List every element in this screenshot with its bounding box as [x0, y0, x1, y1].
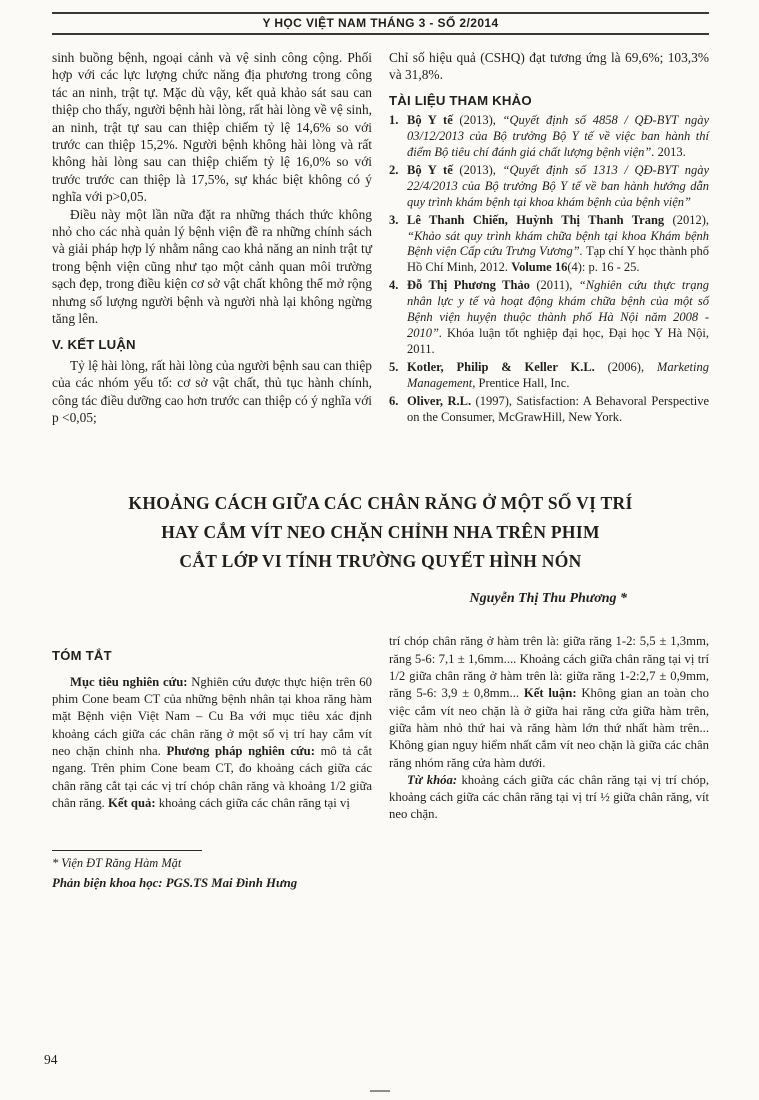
reference-text: 2013.	[657, 145, 686, 160]
reference-text: (4): p. 16 - 25.	[567, 260, 640, 275]
reference-item	[389, 163, 709, 211]
first-article-left-column	[52, 49, 372, 427]
reference-text: (2013),	[452, 162, 503, 177]
reference-number: 2.	[389, 162, 399, 177]
reference-number: 5.	[389, 359, 399, 374]
reference-text: (2013),	[452, 113, 503, 128]
reference-text: (2006),	[594, 359, 657, 374]
reference-text: (2011),	[529, 278, 579, 293]
abstract-text-run: Không gian an toàn cho việc cắm vít neo chặn là ở giữa hai răng cửa giữa hàm trên, giữa hàm nhỏ thứ hai và răng hàm lớn thứ nhất hàm trên... Không gian nguy hiểm nhất cắm vít neo chặn là giữa các chân răng nhóm răng cửa hàm dưới.	[389, 686, 709, 770]
reference-number: 4.	[389, 278, 399, 293]
reference-authors: Đỗ Thị Phương Thảo	[407, 278, 530, 293]
abstract-paragraph	[52, 674, 372, 812]
reference-item	[389, 278, 709, 358]
journal-header-text: Y HỌC VIỆT NAM THÁNG 3 - SỐ 2/2014	[262, 16, 499, 30]
first-article-columns	[52, 49, 709, 427]
article-title	[62, 489, 699, 576]
keywords-text: khoảng cách giữa các chân răng tại vị trí chóp, khoảng cách giữa các chân răng tại vị trí ½ giữa chân răng, vít neo chặn.	[389, 772, 709, 822]
reference-title: “Nghiên cứu thực trạng nhân lực y tế và hoạt động khám chữa bệnh của một số Bệnh viện huyện thuộc thành phố Hà Nội năm 2008 - 2010”.	[407, 278, 709, 340]
reference-title: “Khảo sát quy trình khám chữa bệnh tại khoa Khám bệnh Bệnh viện Cấp cứu Trưng Vương”.	[407, 228, 709, 259]
abstract-text-run: mô tả cắt ngang. Trên phim Cone beam CT, đo khoảng cách giữa các chân răng cắt tại các vị trí chóp chân răng và khoảng 1/2 giữa chân răng.	[52, 743, 372, 810]
conclusion-paragraph: Tỷ lệ hài lòng, rất hài lòng của người bệnh sau can thiệp của các nhóm yếu tố: cơ sở vật chất, thủ tục hành chính, công tác điều dưỡng cao hơn trước can thiệp có ý nghĩa với p <0,05;	[52, 357, 372, 426]
keywords-label: Từ khóa:	[407, 772, 458, 787]
abstract-text-run: khoảng cách giữa các chân răng tại vị	[155, 795, 350, 810]
references-heading: TÀI LIỆU THAM KHẢO	[389, 92, 532, 108]
conclusion-heading: V. KẾT LUẬN	[52, 336, 136, 352]
reference-item	[389, 113, 709, 161]
reference-authors: Bộ Y tế	[407, 162, 453, 177]
article-title-line-1: KHOẢNG CÁCH GIỮA CÁC CHÂN RĂNG Ở MỘT SỐ VỊ TRÍ	[128, 493, 633, 514]
body-paragraph: Chỉ số hiệu quả (CSHQ) đạt tương ứng là 69,6%; 103,3% và 31,8%.	[389, 50, 709, 83]
reference-authors: Oliver, R.L.	[407, 393, 472, 408]
footnote-reviewer: Phản biện khoa học: PGS.TS Mai Đình Hưng	[52, 875, 298, 890]
reference-authors: Lê Thanh Chiến, Huỳnh Thị Thanh Trang	[407, 212, 665, 227]
reference-title: “Quyết định số 1313 / QĐ-BYT ngày 22/4/2013 của Bộ trưởng Bộ Y tế về ban hành hướng dẫn quy trình khám bệnh tại khoa khám bệnh của bệnh viện”	[407, 162, 710, 209]
reference-text: Tạp chí Y học thành phố Hồ Chí Minh, 2012.	[407, 244, 709, 275]
article-title-line-3: CẮT LỚP VI TÍNH TRƯỜNG QUYẾT HÌNH NÓN	[179, 551, 582, 572]
abstract-text-run: Nghiên cứu được thực hiện trên 60 phim Cone beam CT của những bệnh nhân tại khoa răng hàm mặt Bệnh viện Việt Nam – Cu Ba với mục tiêu xác định khoảng cách giữa các chân răng ở một số vị trí hay cắm vít neo chặn chỉnh nha.	[52, 674, 372, 758]
reference-item	[389, 394, 709, 426]
abstract-left-column	[52, 633, 372, 823]
reference-authors: Kotler, Philip & Keller K.L.	[407, 359, 595, 374]
article-author: Nguyễn Thị Thu Phương *	[469, 591, 627, 607]
footnote-affiliation: * Viện ĐT Răng Hàm Mặt	[52, 855, 182, 870]
body-paragraph: Điều này một lần nữa đặt ra những thách thức không nhỏ cho các nhà quản lý bệnh viện đề ra những chính sách và giải pháp hợp lý nhằm nâng cao khả năng an ninh trật tự trong bệnh viện cũng như tạo một cảnh quan môi trường sạch đẹp, trong điều kiện cơ sở vật chất không thể mở rộng nhưng số lượng người bệnh và người nhà lại không ngừng tăng lên.	[52, 206, 372, 327]
keywords-paragraph	[389, 772, 709, 824]
article-title-line-2: HAY CẮM VÍT NEO CHẶN CHỈNH NHA TRÊN PHIM	[161, 522, 600, 543]
footnote-block	[52, 850, 709, 891]
abstract-continuation-paragraph	[389, 633, 709, 771]
first-article-right-column	[389, 49, 709, 427]
abstract-text-run: trí chóp chân răng ở hàm trên là: giữa răng 1-2: 5,5 ± 1,3mm, răng 5-6: 7,1 ± 1,6mm.... Khoảng cách giữa chân răng tại vị trí 1/2 giữa chân răng ở hàm trên là: giữa răng 1-2:2,7 ± 0,9mm, răng 5-6: 3,9 ± 0,8mm...	[389, 634, 709, 701]
reference-text: Prentice Hall, Inc.	[478, 375, 570, 390]
abstract-results-label: Kết quả:	[108, 795, 156, 810]
reference-text: (2012),	[664, 212, 709, 227]
reference-item	[389, 360, 709, 392]
abstract-heading: TÓM TẮT	[52, 648, 112, 664]
reference-title: Marketing Management,	[407, 359, 709, 390]
reference-number: 6.	[389, 393, 399, 408]
journal-header	[52, 12, 709, 35]
reference-number: 1.	[389, 113, 399, 128]
abstract-methods-label: Phương pháp nghiên cứu:	[166, 743, 315, 758]
scan-artifact-mark	[370, 1090, 390, 1092]
footnote-divider	[52, 850, 202, 851]
reference-text: Khóa luận tốt nghiệp đại học, Đại học Y Hà Nội, 2011.	[407, 326, 710, 356]
reference-item	[389, 213, 709, 277]
reference-volume: Volume 16	[511, 260, 568, 275]
references-list	[389, 113, 709, 425]
abstract-objective-label: Mục tiêu nghiên cứu:	[70, 674, 188, 689]
abstract-columns	[52, 633, 709, 823]
reference-text: (1997), Satisfaction: A Behavoral Perspective on the Consumer, McGrawHill, New York.	[407, 393, 709, 424]
page-number: 94	[44, 1052, 58, 1067]
reference-title: “Quyết định số 4858 / QĐ-BYT ngày 03/12/2013 của Bộ trưởng Bộ Y tế về việc ban hành thí điểm Bộ tiêu chí đánh giá chất lượng bệnh viện”.	[407, 113, 710, 160]
reference-number: 3.	[389, 212, 399, 227]
abstract-right-column	[389, 633, 709, 823]
reference-authors: Bộ Y tế	[407, 113, 453, 128]
abstract-conclusion-label: Kết luận:	[523, 686, 577, 701]
body-paragraph: sinh buồng bệnh, ngoại cảnh và vệ sinh công cộng. Phối hợp với các lực lượng chức năng địa phương trong công tác an ninh, trật tự. Mặc dù vậy, kết quả khảo sát sau can thiệp cho thấy, người bệnh hài lòng, rất hài lòng về vệ sinh, an ninh, trật tự sau can thiệp chiếm tỷ lệ 14,6% so với trước can thiệp 15,2%. Người bệnh không hài lòng và rất không hài lòng sau can thiệp chiếm tỷ lệ 16,0% so với trước trước can thiệp là 17,5%, sự khác biệt không có ý nghĩa với p>0,05.	[52, 50, 372, 205]
